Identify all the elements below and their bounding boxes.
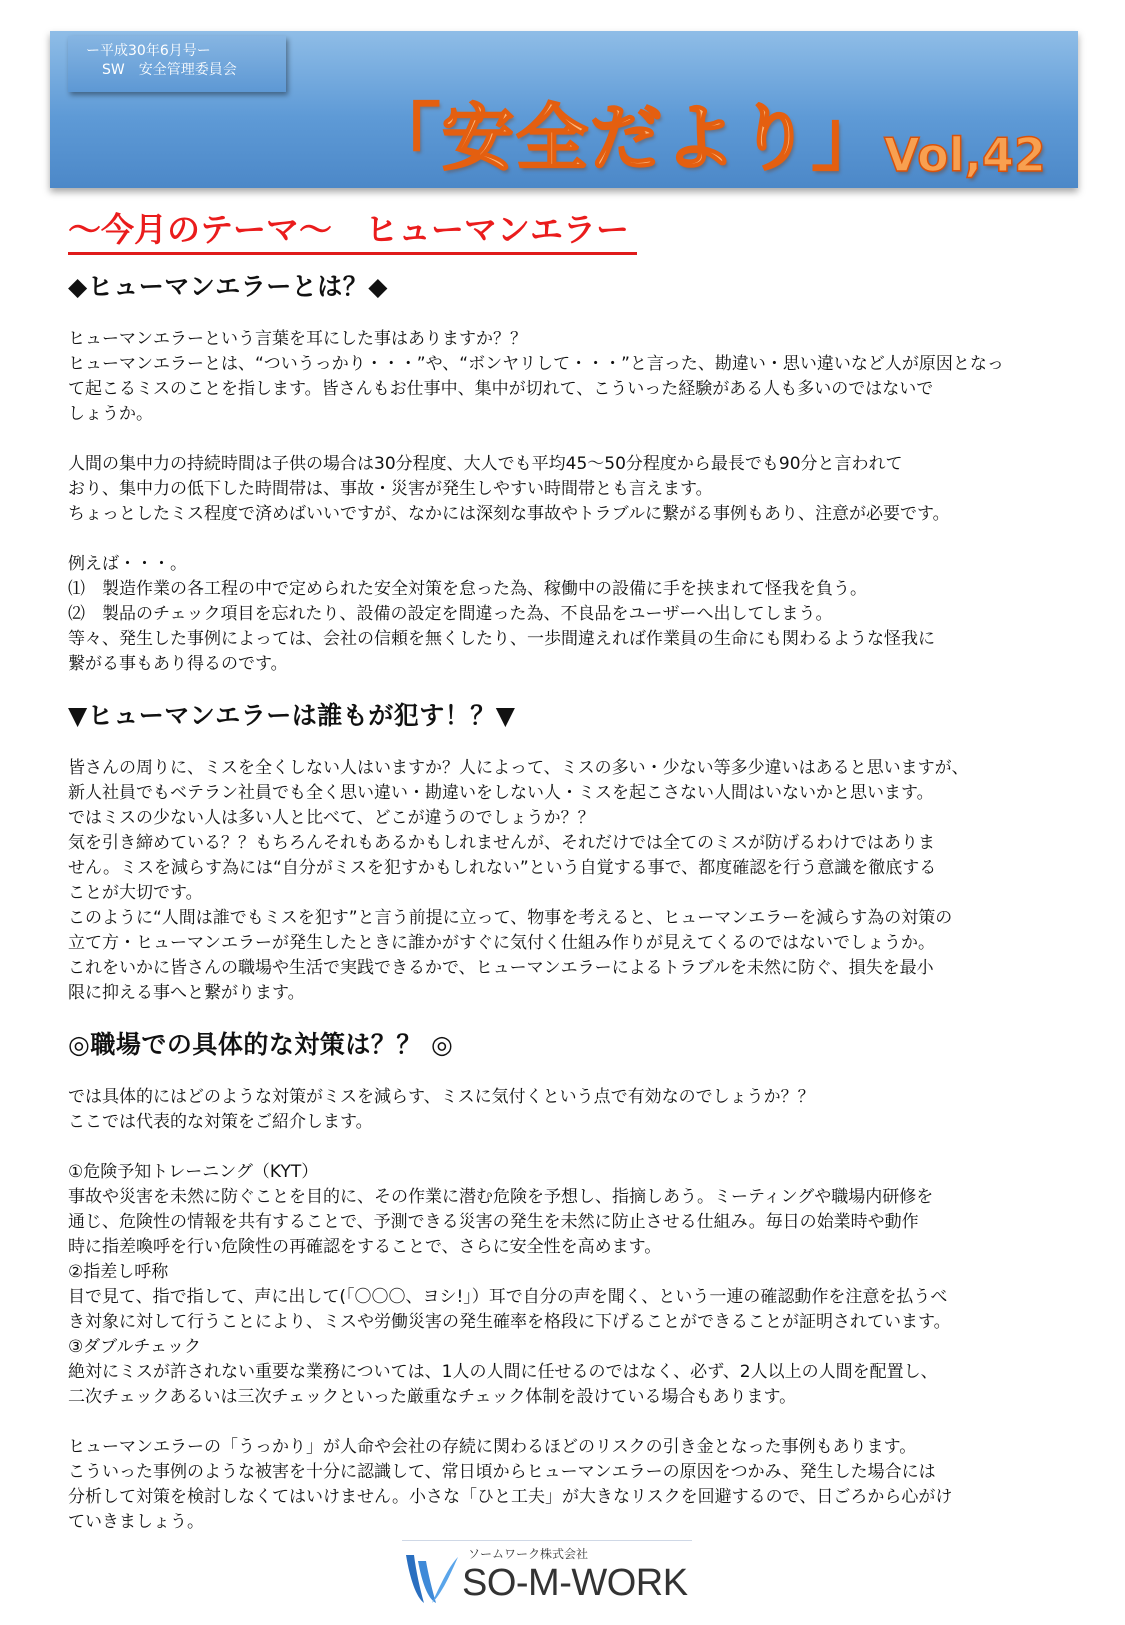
paragraph: ヒューマンエラーの「うっかり」が人命や会社の存続に関わるほどのリスクの引き金となった事例もあります。 こういった事例のような被害を十分に認識して、常日頃からヒューマンエラーの原因をつかみ、発生した場合には 分析して対策を検討しなくてはいけません。小さな「ひと工夫」が大きなリスクを回避するので、日ごろから心がけ ていきましょう。	[68, 1437, 953, 1532]
sw-swoosh-icon	[402, 1549, 460, 1605]
volume-number: Vol,42	[884, 128, 1046, 182]
issue-box	[68, 36, 286, 92]
section-heading: ◎職場での具体的な対策は？？ ◎	[68, 1030, 454, 1059]
company-logotype: SO-M-WORK	[462, 1562, 688, 1604]
company-name-small: ソームワーク株式会社	[468, 1547, 589, 1561]
article-body	[68, 270, 1068, 1535]
section-workplace-measures	[68, 1028, 1068, 1535]
section-heading: ▼ヒューマンエラーは誰もが犯す！？▼	[68, 701, 516, 730]
newsletter-title: 「安全だより」	[368, 96, 887, 180]
committee-name: SW 安全管理委員会	[102, 62, 237, 78]
monthly-theme: ～今月のテーマ～ ヒューマンエラー	[68, 208, 637, 255]
paragraph: 例えば・・・。 ⑴ 製造作業の各工程の中で定められた安全対策を怠った為、稼働中の設備に手を挟まれて怪我を負う。 ⑵ 製品のチェック項目を忘れたり、設備の設定を間違った為、不良品をユーザーへ出してしまう。 等々、発生した事例によっては、会社の信頼を無くしたり、一歩間違えれば作業員の生命にも関わるような怪我に 繋がる事もあり得るのです。	[68, 554, 935, 674]
company-logo	[402, 1540, 692, 1613]
issue-date: ー平成30年6月号ー	[86, 43, 211, 59]
paragraph: ①危険予知トレーニング（KYT） 事故や災害を未然に防ぐことを目的に、その作業に潜む危険を予想し、指摘しあう。ミーティングや職場内研修を 通じ、危険性の情報を共有することで、予測できる災害の発生を未然に防止させる仕組み。毎日の始業時や動作 時に指差喚呼を行い危険性の再確認をすることで、さらに安全性を高めます。 ②指差し呼称 目で見て、指で指して、声に出して(「〇〇〇、ヨシ!」）耳で自分の声を聞く、という一連の確認動作を注意を払うべ き対象に対して行うことにより、ミスや労働災害の発生確率を格段に下げることができることが証明されています。 ③ダブルチェック 絶対にミスが許されない重要な業務については、1人の人間に任せるのではなく、必ず、2人以上の人間を配置し、 二次チェックあるいは三次チェックといった厳重なチェック体制を設けている場合もあります。	[68, 1162, 951, 1407]
section-heading: ◆ヒューマンエラーとは？◆	[68, 272, 388, 301]
section-everyone-makes-errors	[68, 699, 1068, 1006]
paragraph: 皆さんの周りに、ミスを全くしない人はいますか？人によって、ミスの多い・少ない等多少違いはあると思いますが、 新人社員でもベテラン社員でも全く思い違い・勘違いをしない人・ミスを起こさない人間はいないかと思います。 ではミスの少ない人は多い人と比べて、どこが違うのでしょうか？？ 気を引き締めている？？もちろんそれもあるかもしれませんが、それだけでは全てのミスが防げるわけではありま せん。ミスを減らす為には“自分がミスを犯すかもしれない”という自覚する事で、都度確認を行う意識を徹底する ことが大切です。 このように“人間は誰でもミスを犯す”と言う前提に立って、物事を考えると、ヒューマンエラーを減らす為の対策の 立て方・ヒューマンエラーが発生したときに誰かがすぐに気付く仕組み作りが見えてくるのではないでしょうか。 これをいかに皆さんの職場や生活で実践できるかで、ヒューマンエラーによるトラブルを未然に防ぐ、損失を最小 限に抑える事へと繋がります。	[68, 758, 969, 1003]
paragraph: ヒューマンエラーという言葉を耳にした事はありますか？？ ヒューマンエラーとは、“ついうっかり・・・”や、“ボンヤリして・・・”と言った、勘違い・思い違いなど人が原因となっ て起こるミスのことを指します。皆さんもお仕事中、集中が切れて、こういった経験がある人も多いのではないで しょうか。	[68, 329, 1004, 424]
section-what-is-human-error	[68, 270, 1068, 677]
paragraph: では具体的にはどのような対策がミスを減らす、ミスに気付くという点で有効なのでしょうか？？ ここでは代表的な対策をご紹介します。	[68, 1087, 815, 1132]
paragraph: 人間の集中力の持続時間は子供の場合は30分程度、大人でも平均45～50分程度から最長でも90分と言われて おり、集中力の低下した時間帯は、事故・災害が発生しやすい時間帯とも言えます。 ちょっとしたミス程度で済めばいいですが、なかには深刻な事故やトラブルに繋がる事例もあり、注意が必要です。	[68, 454, 950, 524]
